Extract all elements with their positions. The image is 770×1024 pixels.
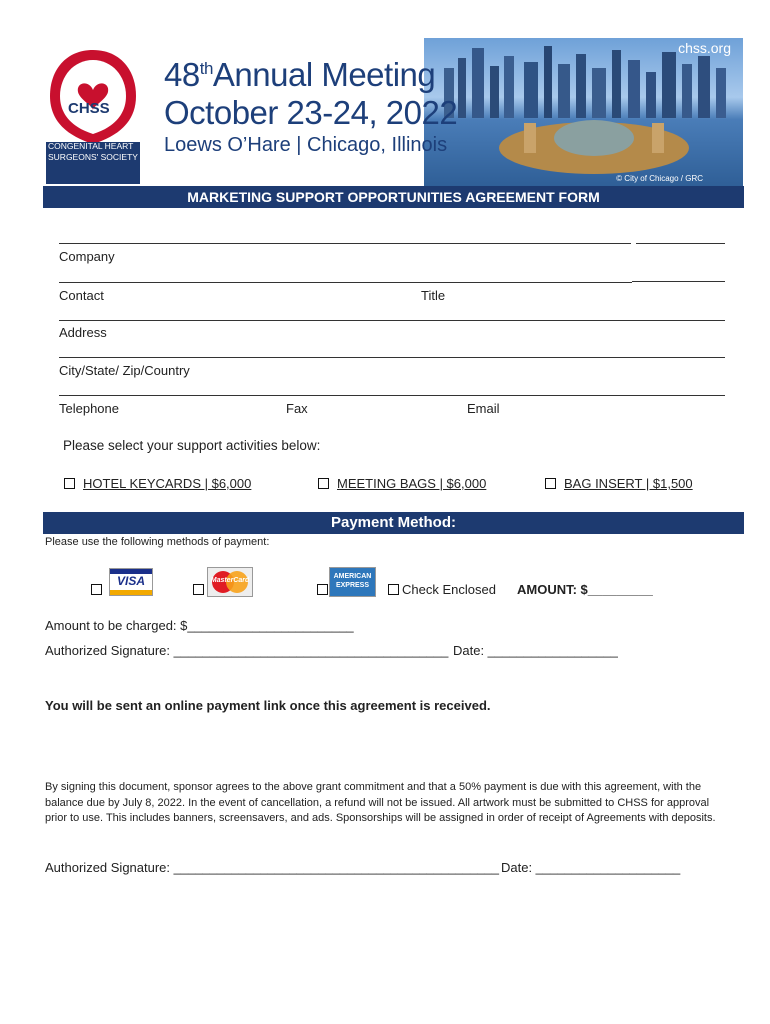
city-line-2[interactable] [489, 357, 725, 358]
title-label: Title [421, 288, 446, 303]
select-prompt: Please select your support activities below: [63, 438, 321, 453]
check-checkbox[interactable] [388, 584, 399, 595]
amex-checkbox[interactable] [317, 584, 328, 595]
amex-logo: AMERICAN EXPRESS [329, 567, 376, 597]
mastercard-checkbox[interactable] [193, 584, 204, 595]
email-line[interactable] [489, 395, 725, 396]
logo-initials: CHSS [68, 100, 110, 117]
form-title-bar: MARKETING SUPPORT OPPORTUNITIES AGREEMENT FORM [43, 186, 744, 208]
terms-paragraph: By signing this document, sponsor agrees to the above grant commitment and that a 50% payment is due with this agreement, with the balance due by July 8, 2022. In the event of cancellation, a refund will not be issued. All artwork must be submitted to CHSS for approval prior to use. This includes banners, screensavers, and ads. Sponsorships will be assigned in order of receipt of Agreements with deposits. [45, 781, 716, 824]
visa-logo: VISA [109, 568, 153, 596]
address-line-2[interactable] [489, 320, 725, 321]
company-label: Company [59, 249, 115, 264]
payment-link-notice: You will be sent an online payment link once this agreement is received. [45, 698, 491, 713]
payment-instructions: Please use the following methods of payment: [45, 536, 270, 548]
date-field[interactable]: Date: __________________ [453, 643, 618, 658]
email-label: Email [467, 401, 500, 416]
logo-society-name: CONGENITAL HEART SURGEONS' SOCIETY [48, 141, 138, 162]
company-line-3[interactable] [636, 243, 725, 244]
authorized-signature-field[interactable]: Authorized Signature: ______________________________________ [45, 643, 449, 658]
hotel-keycards-checkbox[interactable] [64, 478, 75, 489]
skyline-icon [424, 38, 743, 186]
amount-field[interactable]: AMOUNT: $_________ [517, 582, 653, 597]
meeting-bags-checkbox[interactable] [318, 478, 329, 489]
banner-location: Loews O’Hare | Chicago, Illinois [164, 134, 448, 156]
city-label: City/State/ Zip/Country [59, 363, 190, 378]
bag-insert-checkbox[interactable] [545, 478, 556, 489]
city-line[interactable] [59, 357, 489, 358]
final-date-field[interactable]: Date: ____________________ [501, 860, 681, 875]
contact-label: Contact [59, 288, 104, 303]
banner-dates: October 23-24, 2022 [164, 94, 458, 131]
company-line-2[interactable] [489, 243, 631, 244]
amount-charged-field[interactable]: Amount to be charged: $_______________________ [45, 618, 354, 633]
visa-checkbox[interactable] [91, 584, 102, 595]
final-signature-field[interactable]: Authorized Signature: _____________________________________________ [45, 860, 499, 875]
telephone-line[interactable] [59, 395, 489, 396]
contact-line-3[interactable] [632, 281, 725, 282]
title-line[interactable] [489, 282, 632, 283]
address-label: Address [59, 325, 107, 340]
banner-website: chss.org [678, 40, 731, 56]
header-banner [44, 38, 743, 186]
hotel-keycards-option[interactable]: HOTEL KEYCARDS | $6,000 [83, 476, 252, 491]
chicago-skyline-photo [424, 38, 743, 186]
telephone-label: Telephone [59, 401, 119, 416]
check-enclosed-label: Check Enclosed [402, 582, 496, 597]
fax-label: Fax [286, 401, 308, 416]
bag-insert-option[interactable]: BAG INSERT | $1,500 [564, 476, 693, 491]
mastercard-logo: MasterCard [207, 567, 253, 597]
banner-title: 48thAnnual Meeting [164, 56, 436, 93]
photo-credit: © City of Chicago / GRC [616, 174, 703, 183]
address-line[interactable] [59, 320, 489, 321]
contact-line[interactable] [59, 282, 489, 283]
company-line[interactable] [59, 243, 489, 244]
payment-method-bar: Payment Method: [43, 512, 744, 534]
meeting-bags-option[interactable]: MEETING BAGS | $6,000 [337, 476, 487, 491]
